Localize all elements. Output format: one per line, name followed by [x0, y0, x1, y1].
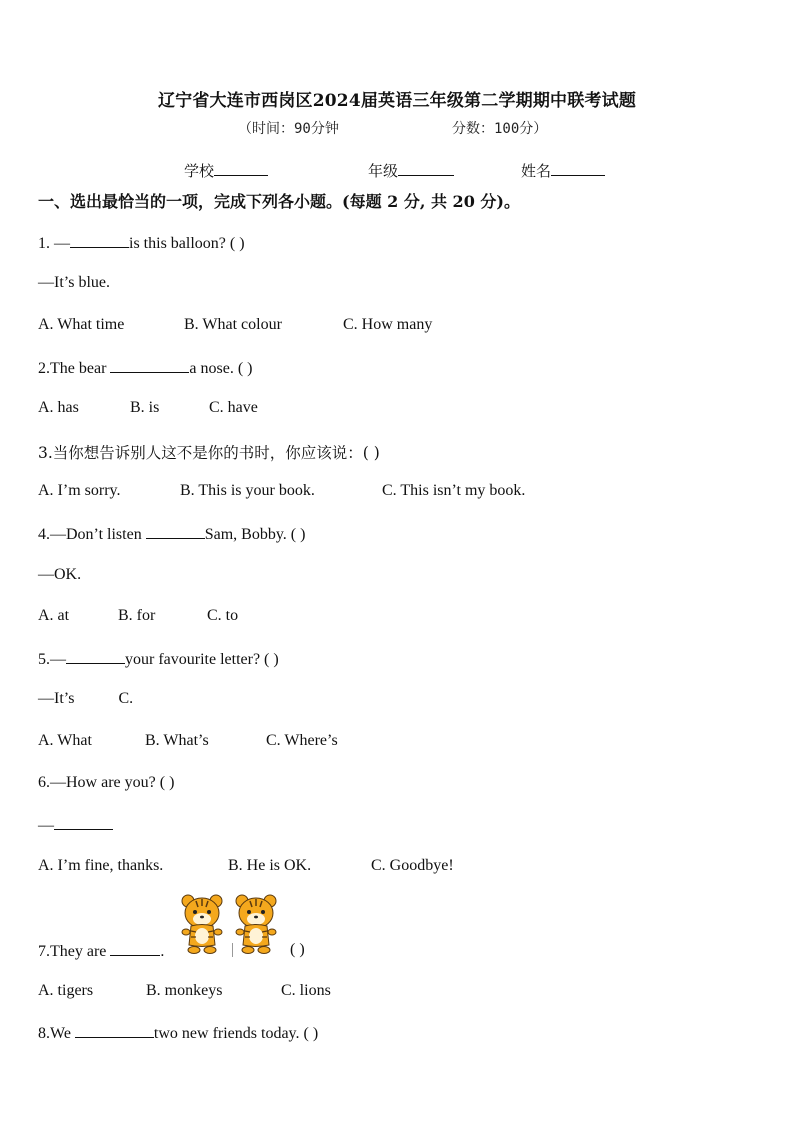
- option-b[interactable]: B. monkeys: [146, 982, 223, 999]
- name-label: 姓名: [521, 162, 552, 180]
- answer-blank[interactable]: [146, 524, 205, 539]
- grade-blank[interactable]: [398, 161, 454, 176]
- tiger-picture: [178, 893, 226, 955]
- answer-blank[interactable]: [75, 1023, 154, 1038]
- answer-blank[interactable]: [110, 941, 160, 956]
- question-3-options: [38, 482, 738, 502]
- exam-score: 分数：100分）: [452, 121, 548, 137]
- question-5-stem: 5.— your favourite letter? ( ): [38, 651, 279, 668]
- grade-label: 年级: [368, 162, 399, 180]
- school-blank[interactable]: [214, 161, 268, 176]
- option-c[interactable]: C. How many: [343, 316, 433, 333]
- option-c[interactable]: C. Where’s: [266, 732, 338, 749]
- question-1-answer: —It’s blue.: [38, 274, 110, 291]
- question-5-answer: —It’s C.: [38, 690, 134, 707]
- option-c[interactable]: C. This isn’t my book.: [382, 482, 526, 499]
- option-c[interactable]: C. have: [209, 399, 258, 416]
- question-7-options: [38, 982, 738, 1002]
- grade-field: [368, 160, 454, 181]
- option-b[interactable]: B. for: [118, 607, 156, 624]
- question-4-stem: 4.—Don’t listen Sam, Bobby. ( ): [38, 526, 306, 543]
- answer-blank[interactable]: [70, 233, 129, 248]
- option-c[interactable]: C. Goodbye!: [371, 857, 454, 874]
- tiger-icon: [182, 895, 222, 954]
- option-b[interactable]: B. This is your book.: [180, 482, 315, 499]
- question-1-options: [38, 316, 738, 336]
- question-2-stem: 2.The bear a nose. ( ): [38, 360, 253, 377]
- tiger-icon: [236, 895, 276, 954]
- question-7-stem: 7.They are .: [38, 943, 165, 960]
- question-5-options: [38, 732, 738, 752]
- question-4-answer: —OK.: [38, 566, 82, 583]
- option-a[interactable]: A. I’m fine, thanks.: [38, 857, 164, 874]
- section-heading: 一、选出最恰当的一项，完成下列各小题。(每题 2 分, 共 20 分)。: [38, 192, 520, 211]
- option-a[interactable]: A. What time: [38, 316, 125, 333]
- answer-blank[interactable]: [110, 358, 189, 373]
- question-6-options: [38, 857, 738, 877]
- question-2-options: [38, 399, 738, 419]
- option-b[interactable]: B. is: [130, 399, 160, 416]
- option-b[interactable]: B. What colour: [184, 316, 282, 333]
- question-6-stem: 6.—How are you? ( ): [38, 774, 175, 791]
- question-1-stem: 1. — is this balloon? ( ): [38, 235, 245, 252]
- option-b[interactable]: B. What’s: [145, 732, 209, 749]
- school-label: 学校: [184, 162, 215, 180]
- option-b[interactable]: B. He is OK.: [228, 857, 312, 874]
- option-c[interactable]: C. to: [207, 607, 239, 624]
- question-8-stem: 8.We two new friends today. ( ): [38, 1025, 319, 1042]
- option-a[interactable]: A. I’m sorry.: [38, 482, 121, 499]
- question-6-answer: —: [38, 815, 113, 835]
- option-c[interactable]: C. lions: [281, 982, 331, 999]
- answer-blank[interactable]: [54, 815, 113, 830]
- option-a[interactable]: A. at: [38, 607, 70, 624]
- name-blank[interactable]: [551, 161, 605, 176]
- option-a[interactable]: A. has: [38, 399, 79, 416]
- question-4-options: [38, 607, 738, 627]
- question-3-stem: 3.当你想告诉别人这不是你的书时，你应该说：( ): [38, 444, 380, 462]
- answer-blank[interactable]: [66, 649, 125, 664]
- option-a[interactable]: A. What: [38, 732, 92, 749]
- school-field: [184, 160, 268, 181]
- exam-time: （时间：90分钟: [238, 121, 339, 137]
- name-field: [521, 160, 605, 181]
- option-a[interactable]: A. tigers: [38, 982, 94, 999]
- page-title: 辽宁省大连市西岗区2024届英语三年级第二学期期中联考试题: [157, 91, 637, 111]
- question-7-paren: ( ): [290, 941, 305, 958]
- tiger-picture: [232, 893, 280, 955]
